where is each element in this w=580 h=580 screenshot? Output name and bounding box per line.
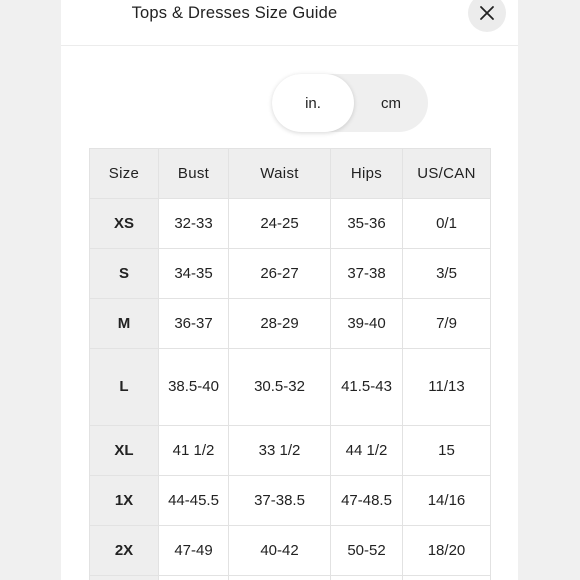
size-label: 2X <box>90 526 159 576</box>
bust-cell: 44-45.5 <box>159 476 229 526</box>
hips-cell: 35-36 <box>331 199 403 249</box>
column-header-size: Size <box>90 149 159 199</box>
table-row-partial <box>90 576 491 580</box>
table-row <box>90 526 491 576</box>
size-guide-header <box>61 0 518 46</box>
size-label: M <box>90 299 159 349</box>
waist-cell: 40-42 <box>229 526 331 576</box>
us-can-cell: 0/1 <box>403 199 491 249</box>
column-header-waist: Waist <box>229 149 331 199</box>
waist-cell: 33 1/2 <box>229 426 331 476</box>
table-row <box>90 249 491 299</box>
us-can-cell: 18/20 <box>403 526 491 576</box>
table-row <box>90 199 491 249</box>
bust-cell: 34-35 <box>159 249 229 299</box>
column-header-bust: Bust <box>159 149 229 199</box>
table-row <box>90 349 491 426</box>
size-chart-table <box>89 148 491 580</box>
bust-cell: 41 1/2 <box>159 426 229 476</box>
hips-cell: 47-48.5 <box>331 476 403 526</box>
size-label: 1X <box>90 476 159 526</box>
waist-cell: 26-27 <box>229 249 331 299</box>
us-can-cell: 11/13 <box>403 349 491 426</box>
hips-cell: 39-40 <box>331 299 403 349</box>
table-row <box>90 299 491 349</box>
hips-cell: 44 1/2 <box>331 426 403 476</box>
column-header-hips: Hips <box>331 149 403 199</box>
table-header-row <box>90 149 491 199</box>
hips-cell: 50-52 <box>331 526 403 576</box>
table-row <box>90 426 491 476</box>
us-can-cell: 7/9 <box>403 299 491 349</box>
bust-cell: 36-37 <box>159 299 229 349</box>
unit-option-cm[interactable]: cm <box>381 94 401 112</box>
us-can-cell: 3/5 <box>403 249 491 299</box>
close-icon <box>479 5 495 21</box>
hips-cell: 41.5-43 <box>331 349 403 426</box>
waist-cell: 28-29 <box>229 299 331 349</box>
us-can-cell: 14/16 <box>403 476 491 526</box>
size-label: XS <box>90 199 159 249</box>
bust-cell: 38.5-40 <box>159 349 229 426</box>
column-header-us-can: US/CAN <box>403 149 491 199</box>
bust-cell: 32-33 <box>159 199 229 249</box>
size-label: XL <box>90 426 159 476</box>
waist-cell: 37-38.5 <box>229 476 331 526</box>
bust-cell: 47-49 <box>159 526 229 576</box>
waist-cell: 24-25 <box>229 199 331 249</box>
us-can-cell: 15 <box>403 426 491 476</box>
unit-option-inches[interactable]: in. <box>272 74 354 132</box>
table-row <box>90 476 491 526</box>
unit-toggle[interactable] <box>272 74 428 132</box>
hips-cell: 37-38 <box>331 249 403 299</box>
size-label: S <box>90 249 159 299</box>
waist-cell: 30.5-32 <box>229 349 331 426</box>
page-title: Tops & Dresses Size Guide <box>131 4 338 22</box>
size-label: L <box>90 349 159 426</box>
